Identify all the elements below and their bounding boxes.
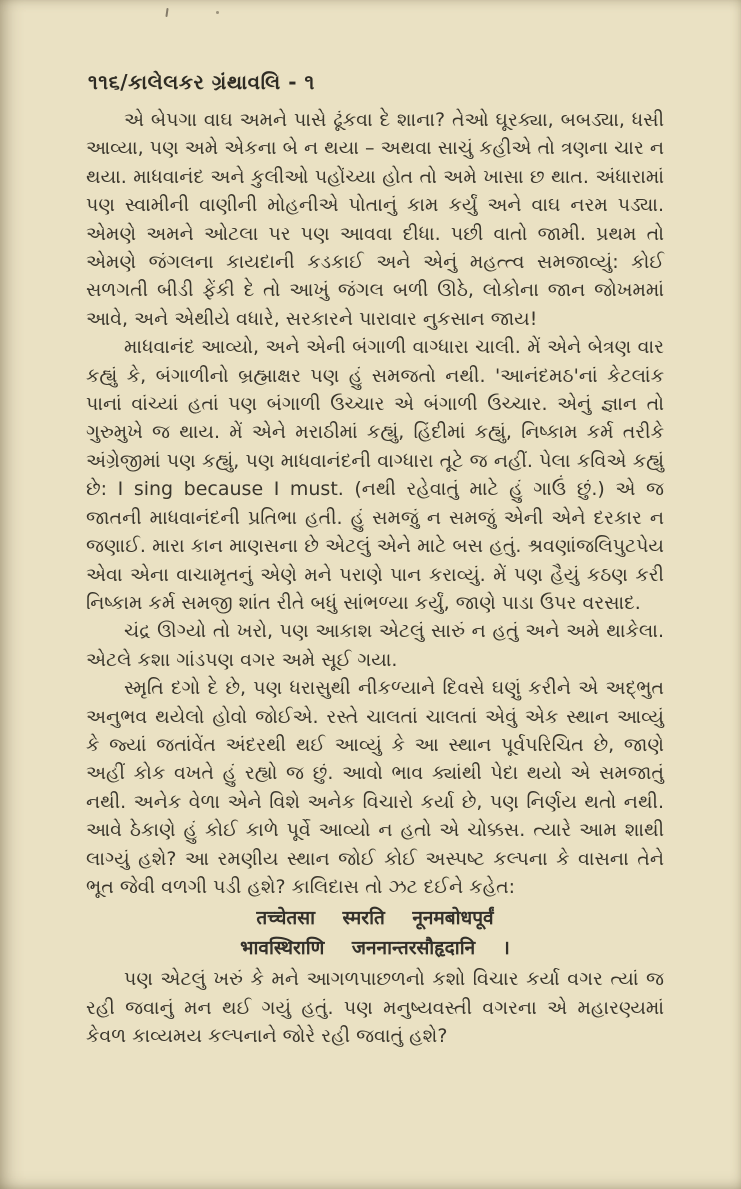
scan-artifact-mark (165, 8, 168, 17)
body-paragraph-2: માધવાનંદ આવ્યો, અને એની બંગાળી વાગ્ધારા ચાલી. મેં એને બેત્રણ વાર કહ્યું કે, બંગાળીનો બ્રહ્માક્ષર પણ હું સમજતો નથી. 'આનંદમઠ'નાં કેટલાંક પાનાં વાંચ્યાં હતાં પણ બંગાળી ઉચ્ચાર એ બંગાળી ઉચ્ચાર. એનું જ્ઞાન તો ગુરુમુખે જ થાય. મેં એને મરાઠીમાં કહ્યું, હિંદીમાં કહ્યું, નિષ્કામ કર્મ તરીકે અંગ્રેજીમાં પણ કહ્યું, પણ માધવાનંદની વાગ્ધારા તૂટે જ નહીં. પેલા કવિએ કહ્યું છે: I sing because I must. (નથી રહેવાતું માટે હું ગાઉં છું.) એ જ જાતની માધવાનંદની પ્રતિભા હતી. હું સમજું ન સમજું એની એને દરકાર ન જણાઈ. મારા કાન માણસના છે એટલું એને માટે બસ હતું. શ્રવણાંજલિપુટપેય એવા એના વાચામૃતનું એણે મને પરાણે પાન કરાવ્યું. મેં પણ હૈયું કઠણ કરી નિષ્કામ કર્મ સમજી શાંત રીતે બધું સાંભળ્યા કર્યું, જાણે પાડા ઉપર વરસાદ. (86, 336, 664, 614)
verse-line-2: भावस्थिराणि जननान्तरसौहृदानि । (240, 937, 510, 960)
body-paragraph-5: પણ એટલું ખરું કે મને આગળપાછળનો કશો વિચાર કર્યા વગર ત્યાં જ રહી જવાનું મન થઈ ગયું હતું. પણ મનુષ્યવસ્તી વગરના એ મહારણ્યમાં કેવળ કાવ્યમય કલ્પનાને જોરે રહી જવાતું હશે? (86, 968, 664, 1048)
running-header-title: ૧૧૬/કાલેલકર ગ્રંથાવલિ - ૧ (88, 70, 315, 94)
body-paragraph-1: એ બેપગા વાઘ અમને પાસે ઢૂંકવા દે શાના? તેઓ ઘૂરક્યા, બબડ્યા, ધસી આવ્યા, પણ અમે એકના બે ન થયા – અથવા સાચું કહીએ તો ત્રણના ચાર ન થયા. માધવાનંદ અને કુલીઓ પહોંચ્યા હોત તો અમે ખાસા છ થાત. અંધારામાં પણ સ્વામીની વાણીની મોહનીએ પોતાનું કામ કર્યું અને વાઘ નરમ પડ્યા. એમણે અમને ઓટલા પર પણ આવવા દીધા. પછી વાતો જામી. પ્રથમ તો એમણે જંગલના કાયદાની કડકાઈ અને એનું મહત્ત્વ સમજાવ્યું: કોઈ સળગતી બીડી ફેંકી દે તો આખું જંગલ બળી ઊઠે, લોકોના જાન જોખમમાં આવે, અને એથીયે વધારે, સરકારને પારાવાર નુકસાન જાય! (86, 109, 664, 330)
scan-artifact-dot (216, 11, 219, 14)
verse-line-1: तच्चेतसा स्मरति नूनमबोधपूर्वं (256, 907, 494, 930)
page-text-column (86, 106, 664, 1051)
sanskrit-verse (86, 903, 664, 963)
body-paragraph-4: સ્મૃતિ દગો દે છે, પણ ધરાસુથી નીકળ્યાને દિવસે ઘણું કરીને એ અદ્ભુત અનુભવ થયેલો હોવો જોઈએ. રસ્તે ચાલતાં ચાલતાં એવું એક સ્થાન આવ્યું કે જ્યાં જતાંવેંત અંદરથી થઈ આવ્યું કે આ સ્થાન પૂર્વપરિચિત છે, જાણે અહીં કોક વખતે હું રહ્યો જ છું. આવો ભાવ ક્યાંથી પેદા થયો એ સમજાતું નથી. અનેક વેળા એને વિશે અનેક વિચારો કર્યા છે, પણ નિર્ણય થતો નથી. આવે ઠેકાણે હું કોઈ કાળે પૂર્વે આવ્યો ન હતો એ ચોક્કસ. ત્યારે આમ શાથી લાગ્યું હશે? આ રમણીય સ્થાન જોઈ કોઈ અસ્પષ્ટ કલ્પના કે વાસના તેને ભૂત જેવી વળગી પડી હશે? કાલિદાસ તો ઝટ દઈને કહેત: (86, 677, 664, 898)
body-paragraph-3: ચંદ્ર ઊગ્યો તો ખરો, પણ આકાશ એટલું સારું ન હતું અને અમે થાકેલા. એટલે કશા ગાંડપણ વગર અમે સૂઈ ગયા. (86, 620, 664, 671)
